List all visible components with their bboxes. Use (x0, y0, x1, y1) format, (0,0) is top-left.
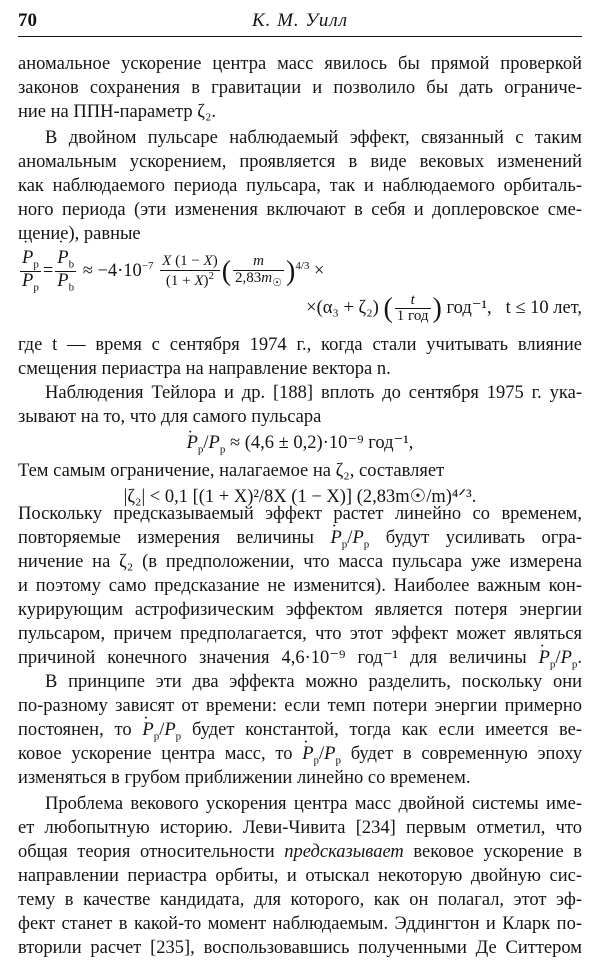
eq1-coefficient: ≈ −4·10 (82, 261, 142, 282)
text-line: щение), равные (18, 224, 141, 244)
text-line: ничение на ζ₂ (в предположении, что масса пульсара уже измерена (18, 552, 582, 572)
text-line: Проблема векового ускорения центра масс двойной системы име- (45, 794, 582, 814)
text-line: где t — время с сентября 1974 г., когда стали учитывать влияние (18, 335, 582, 355)
text-line: направлении периастра орбиты, и отыскал некоторую двойную сис- (18, 866, 582, 886)
equation-3: |ζ₂| < 0,1 [(1 + X)²/8X (1 − X)] (2,83m☉/m)⁴ᐟ³. (123, 487, 477, 507)
text-line: причиной конечного значения 4,6·10⁻⁹ год⁻¹ для величины · $P_p/P_p$. (18, 646, 582, 677)
text-line: В двойном пульсаре наблюдаемый эффект, связанный с таким (45, 128, 582, 148)
eq1-unit: год⁻¹, (446, 298, 492, 318)
text-line: и поэтому само предсказание не изменится). Наиболее важным кон- (18, 576, 582, 596)
pdot-over-p-fraction: · $\frac{P_p}{P_p}$ (20, 249, 41, 294)
header-rule (18, 36, 582, 37)
text-line: Поскольку предсказываемый эффект растет линейно со временем, (18, 504, 582, 524)
text-line: ние на ППН-параметр ζ₂. (18, 102, 217, 122)
text-line: изменяться в грубом приближении линейно со временем. (18, 768, 471, 788)
text-line: повторяемые измерения величины · $P_p/P_p$ будут усиливать огра- (18, 526, 582, 557)
mass-fraction: $\frac{m}{2,83m_☉}$ (235, 253, 283, 289)
pbdot-over-pb-fraction: · $\frac{P_b}{P_b}$ (55, 249, 76, 294)
text-line: пульсаром, причем предполагается, что этот эффект может являться (18, 624, 582, 644)
text-line: фект станет в какой-то момент наблюдаемым. Эддингтон и Кларк по- (18, 914, 582, 934)
eq1-condition: t ≤ 10 лет, (505, 298, 582, 318)
text-line: аномальным ускорением, проявляется в виде вековых изменений (18, 152, 582, 172)
eq2-value: ≈ (4,6 ± 0,2)·10⁻⁹ год⁻¹, (229, 433, 414, 453)
text-line: смещения периастра на направление вектора n. (18, 359, 391, 379)
page-header (18, 10, 582, 32)
eq1-alpha-zeta: ×(α₃ + ζ₂) (306, 298, 379, 318)
mass-ratio-fraction: $\frac{X (1 - X)}{(1 + X)^2}$ (162, 253, 218, 289)
running-title: К. М. Уилл (251, 10, 348, 31)
text-line: зывают на то, что для самого пульсара (18, 407, 322, 427)
text-line: В принципе эти два эффекта можно разделить, поскольку они (45, 672, 582, 692)
text-line: вторили расчет [235], воспользовавшись полученными Де Ситтером (18, 938, 582, 958)
eq1-exponent: −7 (141, 260, 154, 272)
text-line: аномальное ускорение центра масс явилось бы прямой проверкой (18, 54, 582, 74)
text-line: ет любопытную историю. Леви-Чивита [234] первым отметил, что (18, 818, 582, 838)
text-line: Наблюдения Тейлора и др. [188] вплоть до сентября 1975 г. ука- (45, 383, 582, 403)
text-line: постоянен, то · $P_p/P_p$ будет константой, тогда как если имеется ве- (18, 718, 582, 749)
equation-1-line-1: · $\frac{P_p}{P_p}$ = · $\frac{P_b}{P_b}$ ≈ $-4\cdot 10^{-7}$ $\frac{X (1 - X)}{(1 + X)^2}$ ( $\frac{m}{2,83m_☉}$ )$^{4/3}$ × (18, 246, 582, 295)
text-line: как наблюдаемого периода пульсара, так и наблюдаемого орбиталь- (18, 176, 582, 196)
text-line: ковое ускорение центра масс, то · $P_p/P_p$ будет в современную эпоху (18, 742, 582, 773)
equation-2: · $P_p/P_p \approx (4,6 \pm 0,2)\cdot 10^{-9}$ год⁻¹, (18, 430, 582, 463)
equation-1-line-2: ×(α₃ + ζ₂) ( $\frac{t}{\text{1 год}}$ ) год⁻¹, t ≤ 10 лет, (306, 291, 582, 325)
text-line: общая теория относительности предсказывает вековое ускорение в (18, 842, 583, 862)
text-line: законов сохранения в гравитации и позволило бы дать ограниче- (18, 78, 582, 98)
page-number: 70 (18, 10, 37, 31)
text-line: по-разному зависят от времени: если темп потери энергии примерно (18, 696, 582, 716)
time-fraction: $\frac{t}{\text{1 год}}$ (396, 291, 429, 325)
text-line: ного периода (эти изменения включают в себя и доплеровское сме- (18, 200, 582, 220)
text-line: тему в качестве кандидата, для которого, как он полагал, этот эф- (18, 890, 582, 910)
text-line: Тем самым ограничение, налагаемое на ζ₂, составляет (18, 461, 445, 481)
text-line: курирующим астрофизическим эффектом является потеря энергии (18, 600, 582, 620)
